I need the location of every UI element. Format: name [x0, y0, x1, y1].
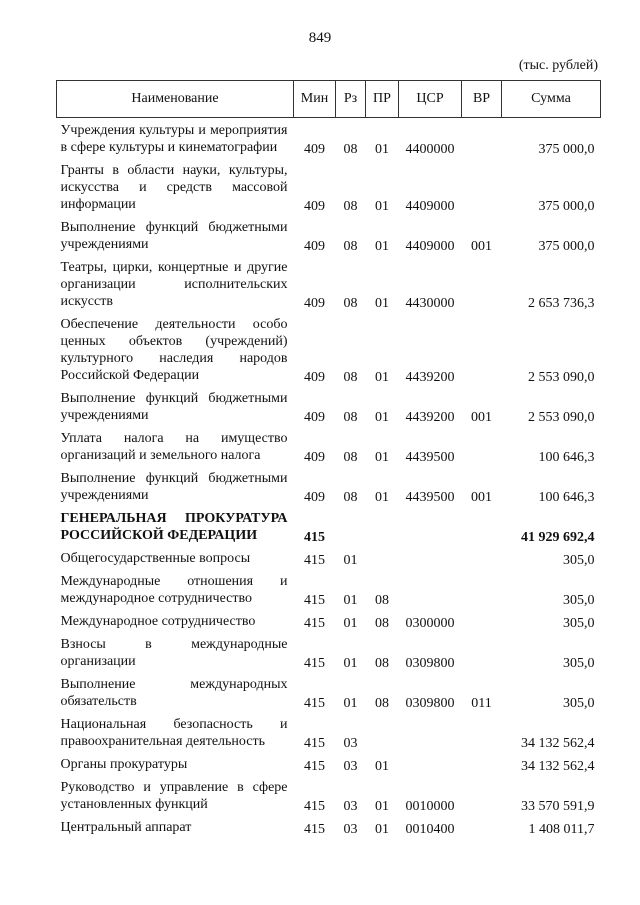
row-rz: 08	[343, 239, 358, 254]
row-rz: 03	[343, 822, 358, 837]
row-vr	[462, 506, 502, 546]
row-min: 415	[304, 759, 325, 774]
row-pr: 08	[375, 696, 389, 711]
row-sum: 375 000,0	[538, 239, 595, 254]
row-sum: 41 929 692,4	[521, 530, 595, 545]
row-vr	[462, 312, 502, 386]
row-rz: 01	[343, 616, 358, 631]
table-row	[57, 672, 601, 712]
row-name: Центральный аппарат	[60, 820, 192, 835]
row-name: Гранты в области науки, культуры, искусства и средств массовой информации	[60, 163, 288, 212]
row-sum: 305,0	[563, 616, 595, 631]
row-rz: 08	[343, 490, 358, 505]
row-min: 415	[304, 656, 325, 671]
row-vr	[462, 712, 502, 752]
row-sum: 375 000,0	[538, 199, 595, 214]
row-min: 415	[304, 593, 325, 608]
row-rz: 08	[343, 296, 358, 311]
row-pr: 01	[375, 822, 389, 837]
row-name: Уплата налога на имущество организаций и земельного налога	[60, 431, 288, 463]
row-csr: 0309800	[405, 656, 455, 671]
row-pr	[366, 712, 399, 752]
row-min: 415	[304, 736, 325, 751]
row-pr: 01	[375, 799, 389, 814]
row-sum: 34 132 562,4	[521, 736, 595, 751]
table-row	[57, 312, 601, 386]
header-pr: ПР	[366, 81, 399, 118]
row-name: Международное сотрудничество	[60, 614, 256, 629]
table-row	[57, 546, 601, 569]
row-sum: 305,0	[563, 593, 595, 608]
table-row	[57, 426, 601, 466]
row-vr	[462, 118, 502, 159]
row-sum: 33 570 591,9	[521, 799, 595, 814]
table-row	[57, 609, 601, 632]
row-min: 409	[304, 239, 325, 254]
row-pr: 01	[375, 370, 389, 385]
row-pr	[366, 546, 399, 569]
row-name: Руководство и управление в сфере установленных функций	[60, 780, 288, 812]
row-min: 409	[304, 199, 325, 214]
row-rz: 01	[343, 696, 358, 711]
row-rz: 08	[343, 370, 358, 385]
row-min: 409	[304, 410, 325, 425]
row-vr	[462, 569, 502, 609]
row-sum: 2 553 090,0	[528, 370, 595, 385]
row-min: 409	[304, 490, 325, 505]
row-sum: 34 132 562,4	[521, 759, 595, 774]
row-sum: 1 408 011,7	[528, 822, 595, 837]
row-rz: 01	[343, 553, 358, 568]
row-csr: 4439500	[405, 450, 455, 465]
row-min: 409	[304, 370, 325, 385]
table-row	[57, 215, 601, 255]
table-row	[57, 775, 601, 815]
row-pr: 01	[375, 296, 389, 311]
row-sum: 305,0	[563, 696, 595, 711]
row-pr	[366, 506, 399, 546]
header-csr: ЦСР	[399, 81, 462, 118]
row-name: Национальная безопасность и правоохранительная деятельность	[60, 717, 288, 749]
row-vr	[462, 609, 502, 632]
row-pr: 01	[375, 759, 389, 774]
row-pr: 08	[375, 593, 389, 608]
table-body	[57, 118, 601, 839]
row-name: Выполнение функций бюджетными учреждениями	[60, 391, 288, 423]
row-rz: 01	[343, 593, 358, 608]
row-vr: 001	[471, 490, 492, 505]
row-name: Театры, цирки, концертные и другие организации исполнительских искусств	[60, 260, 288, 309]
table-row	[57, 255, 601, 312]
table-row	[57, 506, 601, 546]
row-name: Учреждения культуры и мероприятия в сфере культуры и кинематографии	[60, 123, 288, 155]
row-vr	[462, 158, 502, 215]
row-min: 415	[304, 530, 325, 545]
header-rz: Рз	[336, 81, 366, 118]
row-vr	[462, 752, 502, 775]
row-csr: 4430000	[405, 296, 455, 311]
row-min: 415	[304, 696, 325, 711]
row-rz: 03	[343, 799, 358, 814]
row-pr: 08	[375, 656, 389, 671]
row-name: Органы прокуратуры	[60, 757, 188, 772]
row-sum: 2 653 736,3	[528, 296, 595, 311]
row-vr	[462, 546, 502, 569]
table-row	[57, 158, 601, 215]
row-name: Выполнение функций бюджетными учреждениями	[60, 220, 288, 252]
header-name: Наименование	[57, 81, 294, 118]
row-min: 409	[304, 296, 325, 311]
row-name: Международные отношения и международное сотрудничество	[60, 574, 288, 606]
row-min: 415	[304, 799, 325, 814]
row-csr: 0010000	[405, 799, 455, 814]
page-number: 849	[308, 30, 332, 46]
row-rz: 01	[343, 656, 358, 671]
row-csr: 4409000	[405, 239, 455, 254]
row-csr: 4439200	[405, 370, 455, 385]
table-row	[57, 386, 601, 426]
table-row	[57, 466, 601, 506]
row-csr	[399, 712, 462, 752]
row-name: Общегосударственные вопросы	[60, 551, 251, 566]
row-min: 415	[304, 822, 325, 837]
row-sum: 100 646,3	[538, 490, 595, 505]
row-rz: 08	[343, 410, 358, 425]
row-min: 415	[304, 616, 325, 631]
row-pr: 01	[375, 410, 389, 425]
row-pr: 01	[375, 199, 389, 214]
row-rz	[336, 506, 366, 546]
row-rz: 03	[343, 736, 358, 751]
row-csr	[399, 506, 462, 546]
row-pr: 01	[375, 450, 389, 465]
row-csr: 0010400	[405, 822, 455, 837]
row-name: ГЕНЕРАЛЬНАЯ ПРОКУРАТУРА РОССИЙСКОЙ ФЕДЕРАЦИИ	[60, 511, 288, 543]
row-name: Взносы в международные организации	[60, 637, 288, 669]
row-pr: 01	[375, 239, 389, 254]
header-vr: ВР	[462, 81, 502, 118]
row-vr	[462, 426, 502, 466]
row-vr	[462, 815, 502, 838]
row-sum: 375 000,0	[538, 142, 595, 157]
table-row	[57, 712, 601, 752]
row-vr: 011	[471, 696, 492, 711]
row-vr	[462, 632, 502, 672]
row-rz: 08	[343, 450, 358, 465]
row-sum: 100 646,3	[538, 450, 595, 465]
table-row	[57, 118, 601, 159]
row-vr: 001	[471, 239, 492, 254]
row-name: Обеспечение деятельности особо ценных объектов (учреждений) культурного наследия народов Российской Федерации	[60, 317, 288, 383]
row-rz: 08	[343, 142, 358, 157]
table-row	[57, 815, 601, 838]
row-csr	[399, 752, 462, 775]
row-csr: 4439200	[405, 410, 455, 425]
row-pr: 01	[375, 142, 389, 157]
row-name: Выполнение международных обязательств	[60, 677, 288, 709]
row-vr	[462, 775, 502, 815]
row-csr: 4409000	[405, 199, 455, 214]
row-vr	[462, 255, 502, 312]
table-row	[57, 569, 601, 609]
header-min: Мин	[294, 81, 336, 118]
row-sum: 2 553 090,0	[528, 410, 595, 425]
units-caption: (тыс. рублей)	[518, 58, 598, 73]
table-row	[57, 752, 601, 775]
row-rz: 08	[343, 199, 358, 214]
row-vr: 001	[471, 410, 492, 425]
row-csr: 0300000	[405, 616, 455, 631]
row-rz: 03	[343, 759, 358, 774]
row-csr: 0309800	[405, 696, 455, 711]
header-sum: Сумма	[502, 81, 601, 118]
row-csr	[399, 569, 462, 609]
table-header	[57, 81, 601, 118]
budget-table	[56, 80, 601, 838]
row-sum: 305,0	[563, 656, 595, 671]
row-csr	[399, 546, 462, 569]
row-csr: 4400000	[405, 142, 455, 157]
table-row	[57, 632, 601, 672]
row-csr: 4439500	[405, 490, 455, 505]
row-pr: 08	[375, 616, 389, 631]
row-name: Выполнение функций бюджетными учреждениями	[60, 471, 288, 503]
row-min: 415	[304, 553, 325, 568]
row-pr: 01	[375, 490, 389, 505]
row-min: 409	[304, 142, 325, 157]
row-min: 409	[304, 450, 325, 465]
row-sum: 305,0	[563, 553, 595, 568]
